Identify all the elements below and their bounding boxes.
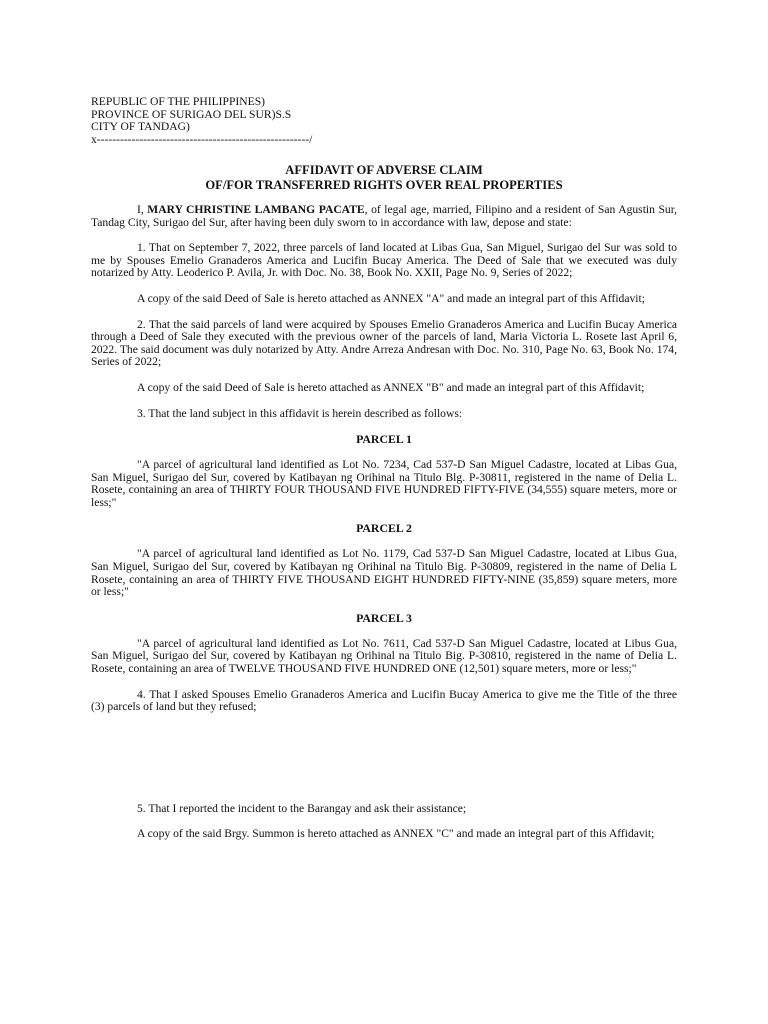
paragraph-1-annex: A copy of the said Deed of Sale is hereto attached as ANNEX "A" and made an integral part of this Affidavit; xyxy=(137,291,645,305)
parcel-2-heading: PARCEL 2 xyxy=(356,521,412,536)
parcel-1-description: "A parcel of agricultural land identified as Lot No. 7234, Cad 537-D San Miguel Cadastre, located at Libas Gua, San Miguel, Surigao del Sur, covered by Katibayan ng Orihinal na Titulo Blg. P-30811, registered in the name of Delia L. Rosete, containing an area of THIRTY FOUR THOUSAND FIVE HUNDRED FIFTY-FIVE (34,555) square meters, more or less;" xyxy=(91,458,677,509)
caption-line-city: CITY OF TANDAG) xyxy=(91,120,190,134)
intro-rest: , of legal age, married, Filipino and a resident of San Agustin Sur, Tandag City, Surigao del Sur, after having been duly sworn to in accordance with law, depose and state: xyxy=(91,202,677,229)
document-title xyxy=(91,163,677,193)
document-body xyxy=(91,96,677,841)
affiant-name: MARY CHRISTINE LAMBANG PACATE xyxy=(147,202,365,216)
caption-separator: x-------------------------------------------------------/ xyxy=(91,132,313,146)
case-caption xyxy=(91,96,677,146)
intro-prefix: I, xyxy=(137,202,148,216)
caption-line-republic: REPUBLIC OF THE PHILIPPINES) xyxy=(91,95,266,108)
paragraph-5-annex: A copy of the said Brgy. Summon is hereto attached as ANNEX "C" and made an integral part of this Affidavit; xyxy=(137,827,655,841)
paragraph-1: 1. That on September 7, 2022, three parcels of land located at Libas Gua, San Miguel, Surigao del Sur was sold to me by Spouses Emelio Granaderos America and Lucifin Bucay America. The Deed of Sale that we executed was duly notarized by Atty. Leoderico P. Avila, Jr. with Doc. No. 38, Book No. XXII, Page No. 9, Series of 2022; xyxy=(91,241,677,280)
parcel-1-heading: PARCEL 1 xyxy=(356,432,412,447)
title-line-2: OF/FOR TRANSFERRED RIGHTS OVER REAL PROPERTIES xyxy=(205,178,563,193)
paragraph-5: 5. That I reported the incident to the Barangay and ask their assistance; xyxy=(137,801,467,815)
title-line-1: AFFIDAVIT OF ADVERSE CLAIM xyxy=(285,163,483,178)
intro-paragraph xyxy=(91,204,677,229)
caption-line-province: PROVINCE OF SURIGAO DEL SUR)S.S xyxy=(91,107,292,121)
paragraph-2-annex: A copy of the said Deed of Sale is hereto attached as ANNEX "B" and made an integral part of this Affidavit; xyxy=(137,380,645,394)
paragraph-2: 2. That the said parcels of land were acquired by Spouses Emelio Granaderos America and Lucifin Bucay America through a Deed of Sale they executed with the previous owner of the parcels of land, Maria Victoria L. Rosete last April 6, 2022. The said document was duly notarized by Atty. Andre Arreza Andresan with Doc. No. 310, Page No. 63, Book No. 174, Series of 2022; xyxy=(91,317,677,369)
parcel-3-description: "A parcel of agricultural land identified as Lot No. 7611, Cad 537-D San Miguel Cadastre, located at Libus Gua, San Miguel, Surigao del Sur, covered by Katibayan ng Orihinal na Titulo Big. P-30810, registered in the name of Delia L. Rosete, containing an area of TWELVE THOUSAND FIVE HUNDRED ONE (12,501) square meters, more or less;" xyxy=(91,636,677,676)
parcel-2-description: "A parcel of agricultural land identified as Lot No. 1179, Cad 537-D San Miguel Cadastre, located at Libus Gua, San Miguel, Surigao del Sur, covered by Katibayan ng Orihinal na Titulo Big. P-30809, registered in the name of Delia L Rosete, containing an area of THIRTY FIVE THOUSAND EIGHT HUNDRED FIFTY-NINE (35,859) square meters, more or less;" xyxy=(91,547,677,599)
parcel-3-heading: PARCEL 3 xyxy=(356,610,412,625)
paragraph-3: 3. That the land subject in this affidavit is herein described as follows: xyxy=(137,406,463,420)
paragraph-4: 4. That I asked Spouses Emelio Granaderos America and Lucifin Bucay America to give me the Title of the three (3) parcels of land but they refused; xyxy=(91,687,677,714)
